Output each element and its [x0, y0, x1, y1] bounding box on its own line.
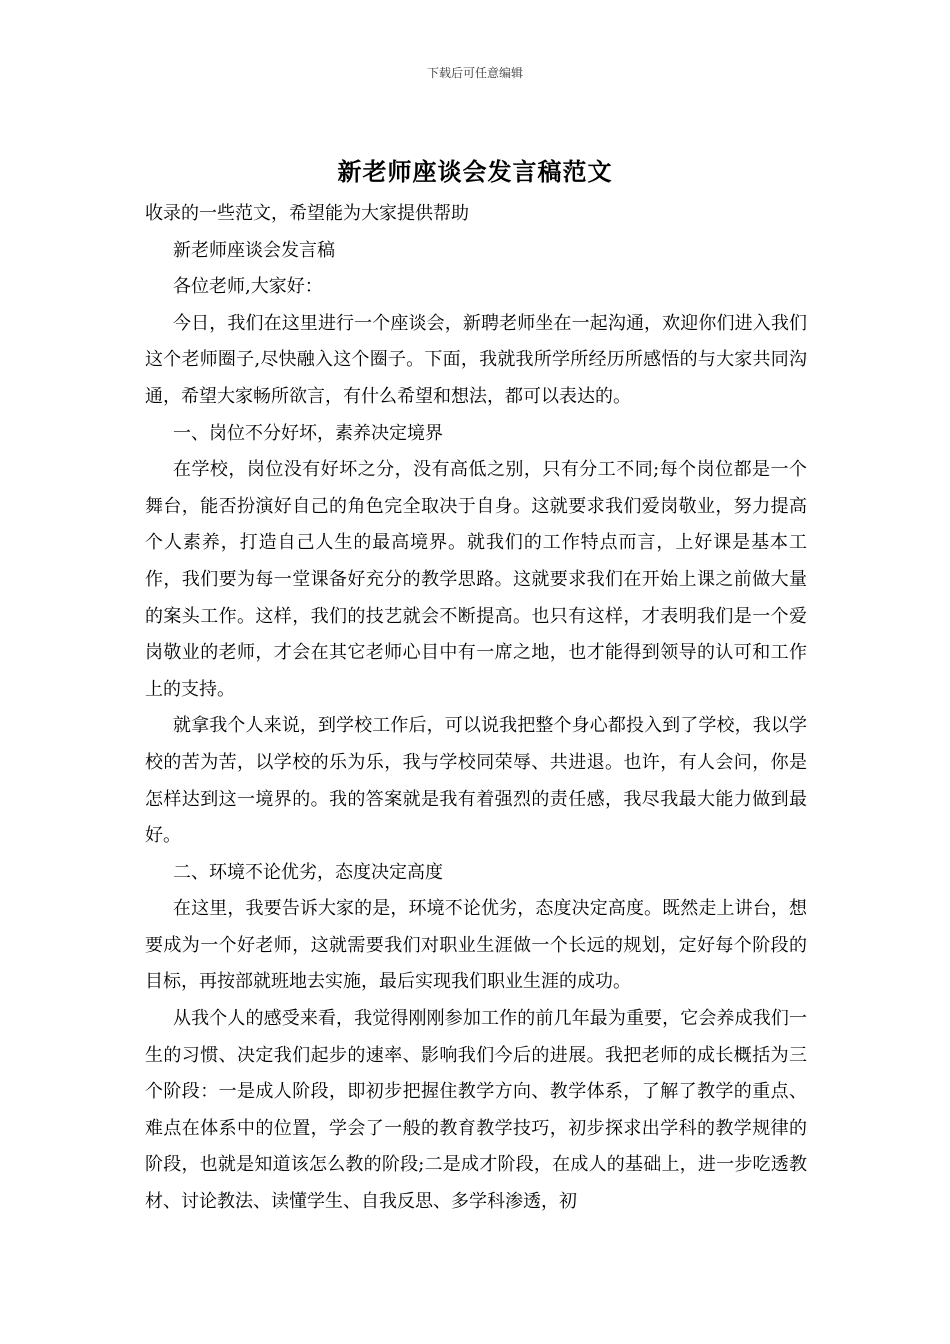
paragraph: 在学校，岗位没有好坏之分，没有高低之别，只有分工不同;每个岗位都是一个舞台，能否扮演好自己的角色完全取决于自身。这就要求我们爱岗敬业，努力提高个人素养，打造自己人生的最高境界。就我们的工作特点而言，上好课是基本工作，我们要为每一堂课备好充分的教学思路。这就要求我们在开始上课之前做大量的案头工作。这样，我们的技艺就会不断提高。也只有这样，才表明我们是一个爱岗敬业的老师，才会在其它老师心目中有一席之地，也才能得到领导的认可和工作上的支持。 — [145, 459, 807, 700]
document-title: 新老师座谈会发言稿范文 — [337, 157, 613, 186]
paragraph: 今日，我们在这里进行一个座谈会，新聘老师坐在一起沟通，欢迎你们进入我们这个老师圈子,尽快融入这个圈子。下面，我就我所学所经历所感悟的与大家共同沟通，希望大家畅所欲言，有什么希望和想法，都可以表达的。 — [145, 312, 807, 407]
paragraph: 就拿我个人来说，到学校工作后，可以说我把整个身心都投入到了学校，我以学校的苦为苦，以学校的乐为乐，我与学校同荣辱、共进退。也许，有人会问，你是怎样达到这一境界的。我的答案就是我有着强烈的责任感，我尽我最大能力做到最好。 — [145, 715, 807, 847]
greeting: 各位老师,大家好： — [173, 276, 323, 298]
document-body — [145, 196, 807, 1221]
paragraph: 从我个人的感受来看，我觉得刚刚参加工作的前几年最为重要，它会养成我们一生的习惯、决定我们起步的速率、影响我们今后的进展。我把老师的成长概括为三个阶段：一是成人阶段，即初步把握住教学方向、教学体系，了解了教学的重点、难点在体系中的位置，学会了一般的教育教学技巧，初步探求出学科的教学规律的阶段，也就是知道该怎么教的阶段;二是成才阶段，在成人的基础上，进一步吃透教材、讨论教法、读懂学生、自我反思、多学科渗透，初 — [145, 1008, 807, 1213]
speech-title: 新老师座谈会发言稿 — [173, 239, 335, 261]
section-heading-1: 一、岗位不分好坏，素养决定境界 — [173, 422, 443, 444]
header-note: 下载后可任意编辑 — [426, 66, 523, 80]
intro-line: 收录的一些范文，希望能为大家提供帮助 — [145, 203, 469, 224]
paragraph: 在这里，我要告诉大家的是，环境不论优劣，态度决定高度。既然走上讲台，想要成为一个好老师，这就需要我们对职业生涯做一个长远的规划，定好每个阶段的目标，再按部就班地去实施，最后实现我们职业生涯的成功。 — [145, 898, 807, 993]
section-heading-2: 二、环境不论优劣，态度决定高度 — [173, 861, 443, 883]
